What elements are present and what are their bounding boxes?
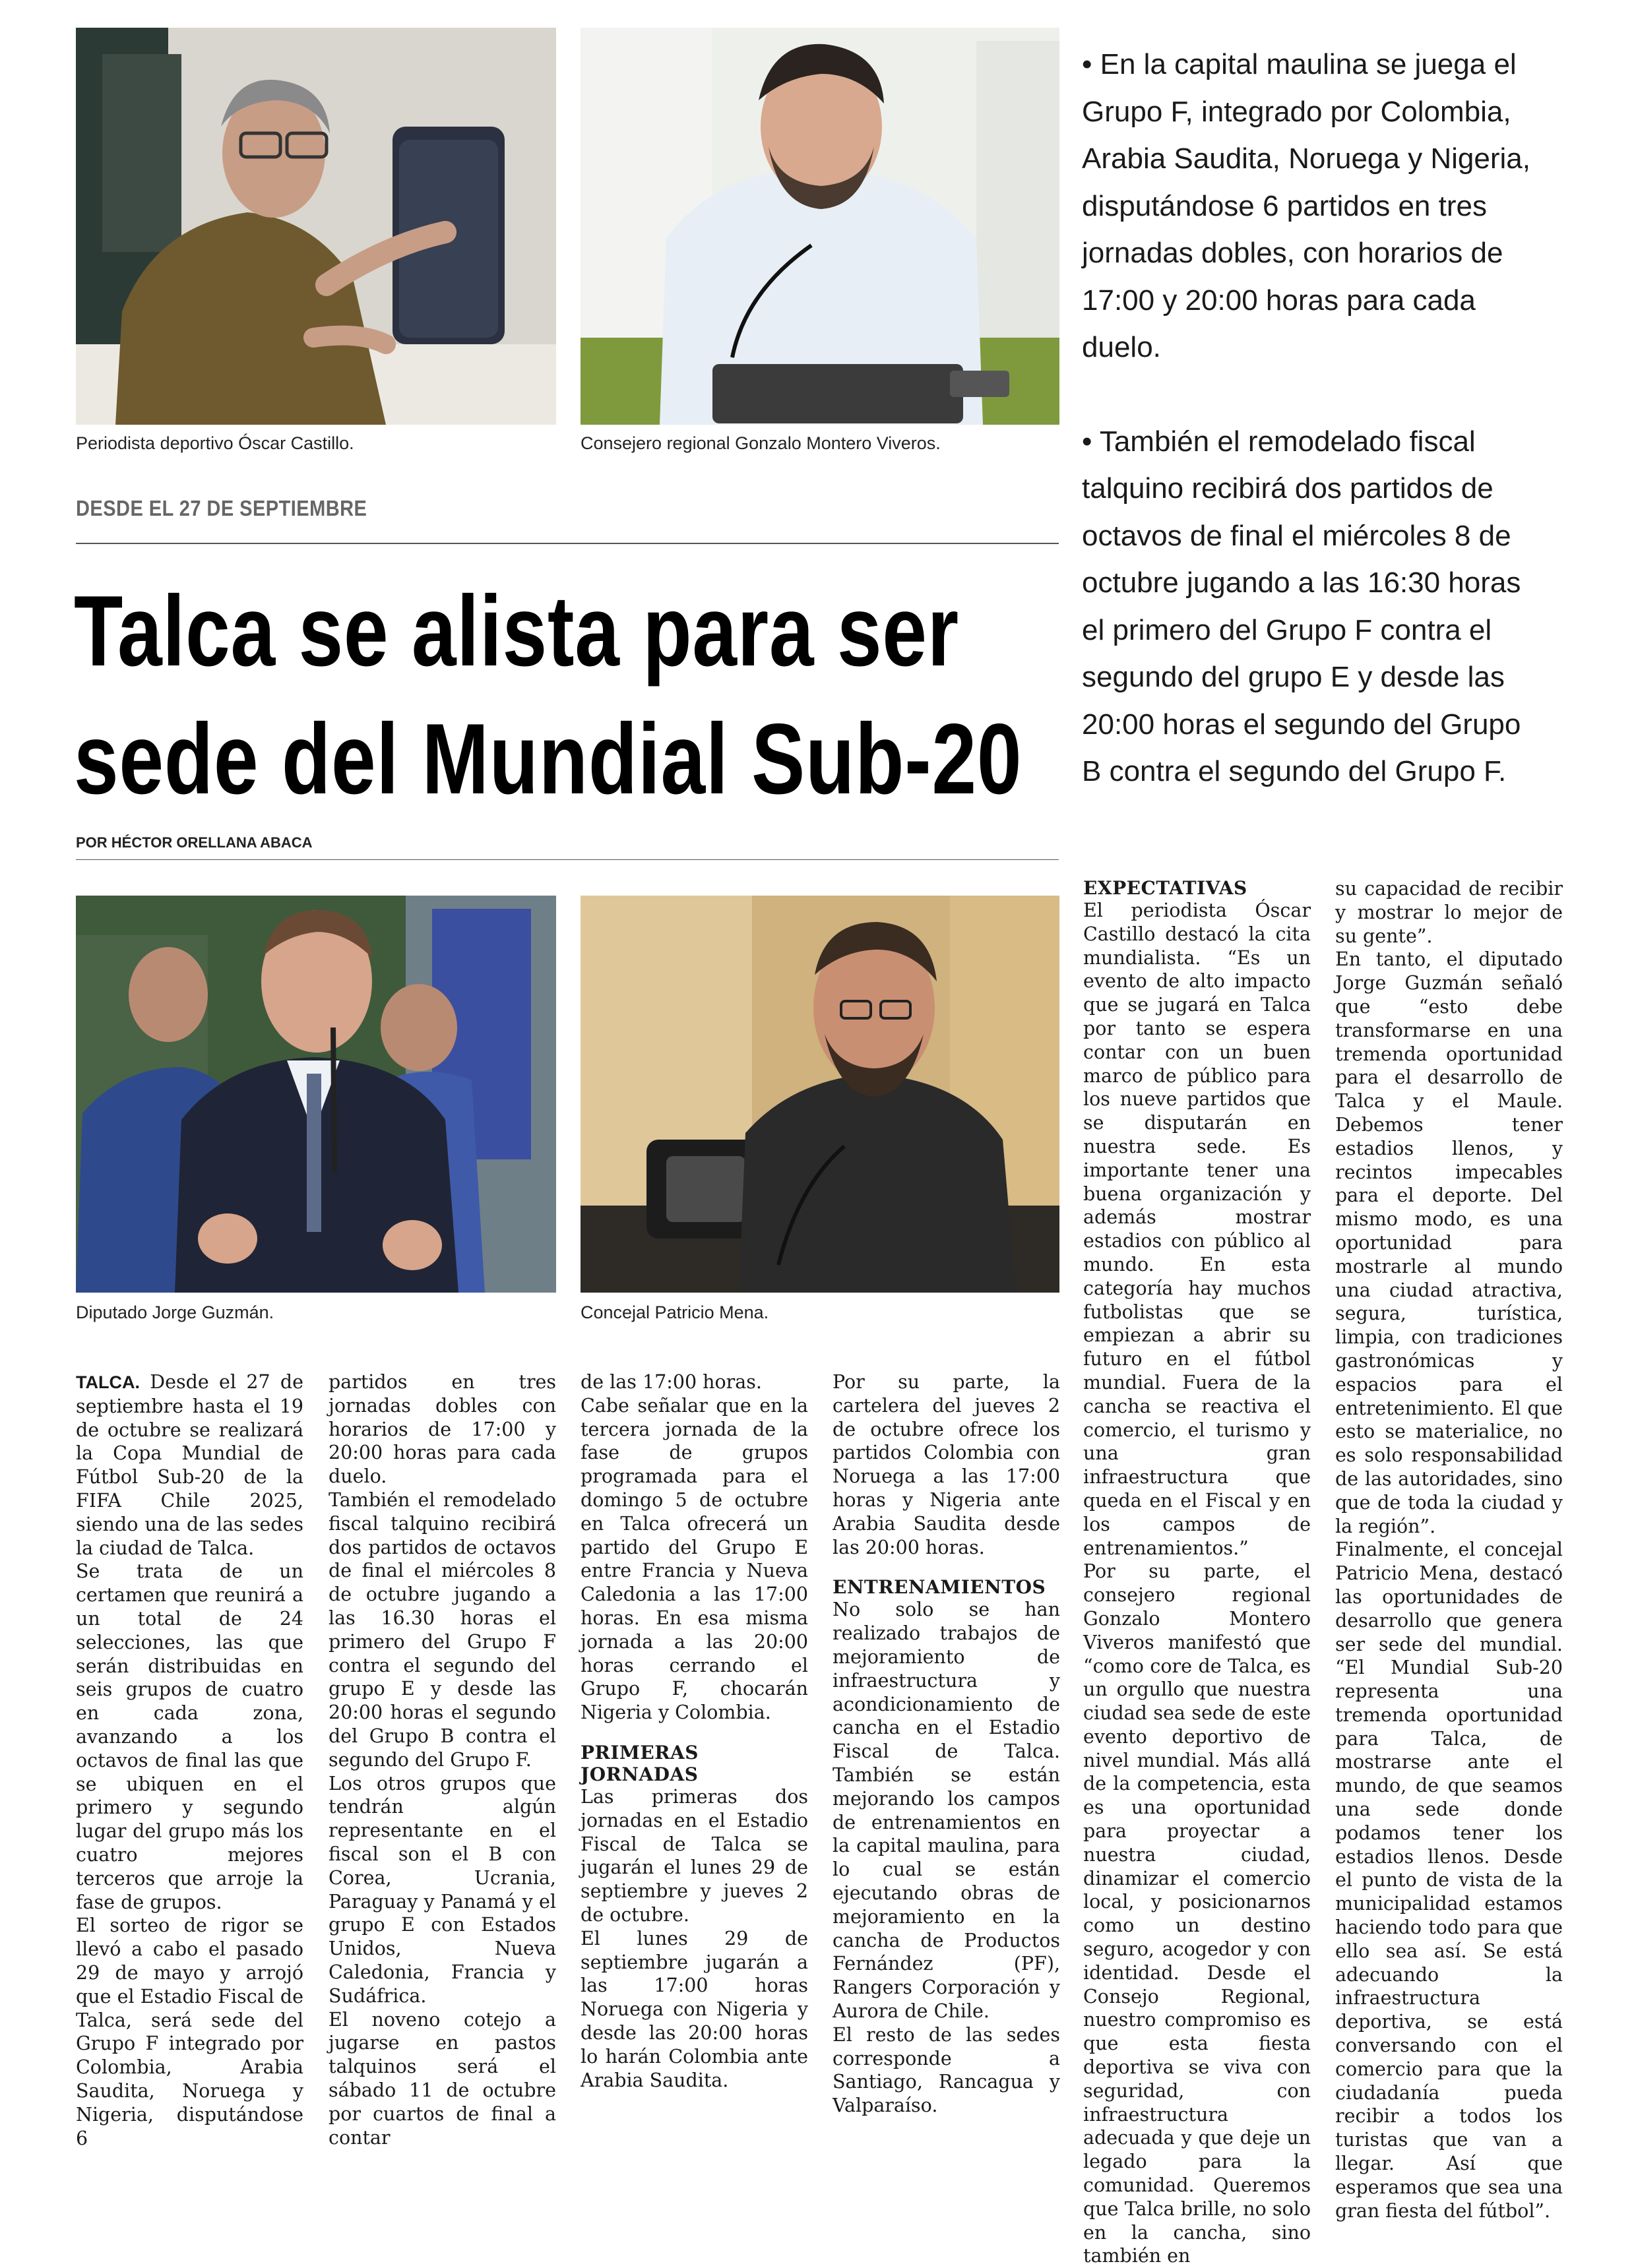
article-paragraph: El periodista Óscar Castillo destacó la cita mundialista. “Es un evento de alto impacto que se jugará en Talca por tanto se espera contar con un buen marco de público para los nueve partidos que se disputarán en nuestra sede. Es importante tener una buena organización y además mostrar estadios con público al mundo. En esta categoría hay muchos futbolistas que se empiezan a abrir su futuro en el fútbol mundial. Fuera de la cancha se reactiva el comercio, el turismo y una gran infraestructura que queda en el Fiscal y en los campos de entrenamientos.” [1083, 900, 1311, 1559]
headline-line-1: Talca se alista para ser [74, 575, 959, 687]
headline-line-2: sede del Mundial Sub-20 [74, 703, 1022, 815]
subhead-expectativas: EXPECTATIVAS [1083, 877, 1247, 899]
highlight-bullet-2: • También el remodelado fiscal talquino recibirá dos partidos de octavos de final el miércoles 8 de octubre jugando a las 16:30 horas el primero del Grupo F contra el segundo del grupo E y desde las 20:00 horas el segundo del Grupo B contra el segundo del Grupo F. [1082, 425, 1521, 787]
photo-jorge-guzman [76, 896, 556, 1293]
article-paragraph: También el remodelado fiscal talquino recibirá dos partidos de octavos de final el miércoles 8 de octubre jugando a las 16.30 horas el primero del Grupo F contra el segundo del grupo E y desde las 20:00 horas el segundo del Grupo B contra el segundo del Grupo F. [329, 1488, 556, 1771]
article-paragraph: partidos en tres jornadas dobles con horarios de 17:00 y 20:00 horas para cada duelo. [329, 1371, 556, 1488]
article-column-3 [581, 1370, 808, 2092]
article-paragraph: su capacidad de recibir y mostrar lo mejor de su gente”. [1335, 878, 1563, 947]
article-paragraph: de las 17:00 horas. [581, 1371, 762, 1393]
photo-caption-castillo: Periodista deportivo Óscar Castillo. [76, 433, 354, 453]
article-paragraph: Los otros grupos que tendrán algún representante en el fiscal son el B con Corea, Ucrania, Paraguay y Panamá y el grupo E con Estados Unidos, Nueva Caledonia, Francia y Sudáfrica. [329, 1772, 556, 2007]
article-paragraph: Cabe señalar que en la tercera jornada de la fase de grupos programada para el domingo 5 de octubre en Talca ofrecerá un partido del Grupo E entre Francia y Nueva Caledonia a las 17:00 horas. En esa misma jornada a las 20:00 horas cerrando el Grupo F, chocarán Nigeria y Colombia. [581, 1394, 808, 1724]
article-paragraph: No solo se han realizado trabajos de mejoramiento de infraestructura y acondicionamiento de cancha en el Estadio Fiscal de Talca. También se están mejorando los campos de entrenamientos en la capital maulina, para lo cual se están ejecutando obras de mejoramiento en la cancha de Productos Fernández (PF), Rangers Corporación y Aurora de Chile. [833, 1599, 1060, 2022]
photo-caption-montero: Consejero regional Gonzalo Montero Viveros. [581, 433, 941, 453]
photo-caption-guzman: Diputado Jorge Guzmán. [76, 1303, 274, 1322]
highlight-bullet-1: • En la capital maulina se juega el Grupo F, integrado por Colombia, Arabia Saudita, Noruega y Nigeria, disputándose 6 partidos en tres jornadas dobles, con horarios de 17:00 y 20:00 horas para cada duelo. [1082, 48, 1530, 363]
photo-oscar-castillo [76, 28, 556, 425]
kicker-divider [76, 543, 1059, 544]
article-column-1 [76, 1370, 303, 2150]
article-headline [74, 567, 1022, 823]
article-paragraph: Por su parte, la cartelera del jueves 2 de octubre ofrece los partidos Colombia con Noruega a las 17:00 horas y Nigeria ante Arabia Saudita desde las 20:00 horas. [833, 1371, 1060, 1558]
article-paragraph: Por su parte, el consejero regional Gonzalo Montero Viveros manifestó que “como core de Talca, es un orgullo que nuestra ciudad sea sede de este evento deportivo de nivel mundial. Más allá de la competencia, esta es una oportunidad para proyectar a nuestra ciudad, dinamizar el comercio local, y posicionarnos como un destino seguro, acogedor y con identidad. Desde el Consejo Regional, nuestro compromiso es que esta fiesta deportiva se viva con seguridad, con infraestructura adecuada y que deje un legado para la comunidad. Queremos que Talca brille, no solo en la cancha, sino también en [1083, 1560, 1311, 2267]
article-byline: POR HÉCTOR ORELLANA ABACA [76, 834, 313, 851]
article-paragraph: Se trata de un certamen que reunirá a un total de 24 selecciones, las que serán distribuidas en seis grupos de cuatro en cada zona, avanzando a los octavos de final las que se ubiquen en el primero y segundo lugar del grupo más los cuatro mejores terceros que arroje la fase de grupos. [76, 1560, 303, 1913]
article-paragraph: El sorteo de rigor se llevó a cabo el pasado 29 de mayo y arrojó que el Estadio Fiscal de Talca, será sede del Grupo F integrado por Colombia, Arabia Saudita, Noruega y Nigeria, disputándose 6 [76, 1915, 303, 2149]
article-paragraph: En tanto, el diputado Jorge Guzmán señaló que “esto debe transformarse en una tremenda oportunidad para el desarrollo de Talca y el Maule. Debemos tener estadios llenos, y recintos impecables para el deporte. Del mismo modo, es una oportunidad para mostrarle al mundo una ciudad atractiva, segura, turística, limpia, con tradiciones gastronómicas y espacios para el entretenimiento. El que esto se materialice, no es solo responsabilidad de las autoridades, sino que de toda la ciudad y la región”. [1335, 948, 1563, 1537]
article-column-5 [1083, 877, 1311, 2268]
article-paragraph: Finalmente, el concejal Patricio Mena, destacó las oportunidades de desarrollo que genera ser sede del mundial. “El Mundial Sub-20 representa una tremenda oportunidad para Talca, de mostrarse ante el mundo, de que seamos una sede donde podamos tener los estadios llenos. Desde el punto de vista de la municipalidad estamos haciendo todo para que ello sea así. Se está adecuando la infraestructura deportiva, se está conversando con el comercio para que la ciudadanía pueda recibir a todos los turistas que van a llegar. Así que esperamos que sea una gran fiesta del fútbol”. [1335, 1539, 1563, 2222]
article-paragraph: El lunes 29 de septiembre jugarán a las 17:00 horas Noruega con Nigeria y desde las 20:00 horas lo harán Colombia ante Arabia Saudita. [581, 1927, 808, 2091]
subhead-primeras-jornadas: PRIMERAS JORNADAS [581, 1741, 699, 1785]
subhead-entrenamientos: ENTRENAMIENTOS [833, 1576, 1046, 1599]
article-kicker: DESDE EL 27 DE SEPTIEMBRE [76, 496, 367, 520]
article-paragraph: TALCA. Desde el 27 de septiembre hasta el 19 de octubre se realizará la Copa Mundial de Fútbol Sub-20 de la FIFA Chile 2025, siendo una de las sedes la ciudad de Talca. [76, 1371, 303, 1559]
photo-gonzalo-montero [581, 28, 1059, 425]
photo-caption-mena: Concejal Patricio Mena. [581, 1303, 769, 1322]
article-paragraph: El resto de las sedes corresponde a Santiago, Rancagua y Valparaíso. [833, 2023, 1060, 2117]
photo-patricio-mena [581, 896, 1059, 1293]
byline-divider [76, 859, 1059, 860]
dateline: TALCA. [76, 1372, 140, 1392]
article-paragraph: Las primeras dos jornadas en el Estadio Fiscal de Talca se jugarán el lunes 29 de septiembre y jueves 2 de octubre. [581, 1785, 808, 1926]
article-paragraph: El noveno cotejo a jugarse en pastos talquinos será el sábado 11 de octubre por cuartos de final a contar [329, 2008, 556, 2149]
article-column-2 [329, 1370, 556, 2149]
article-column-4 [833, 1370, 1060, 2118]
highlights-box [1082, 41, 1544, 795]
article-column-6 [1335, 877, 1563, 2222]
